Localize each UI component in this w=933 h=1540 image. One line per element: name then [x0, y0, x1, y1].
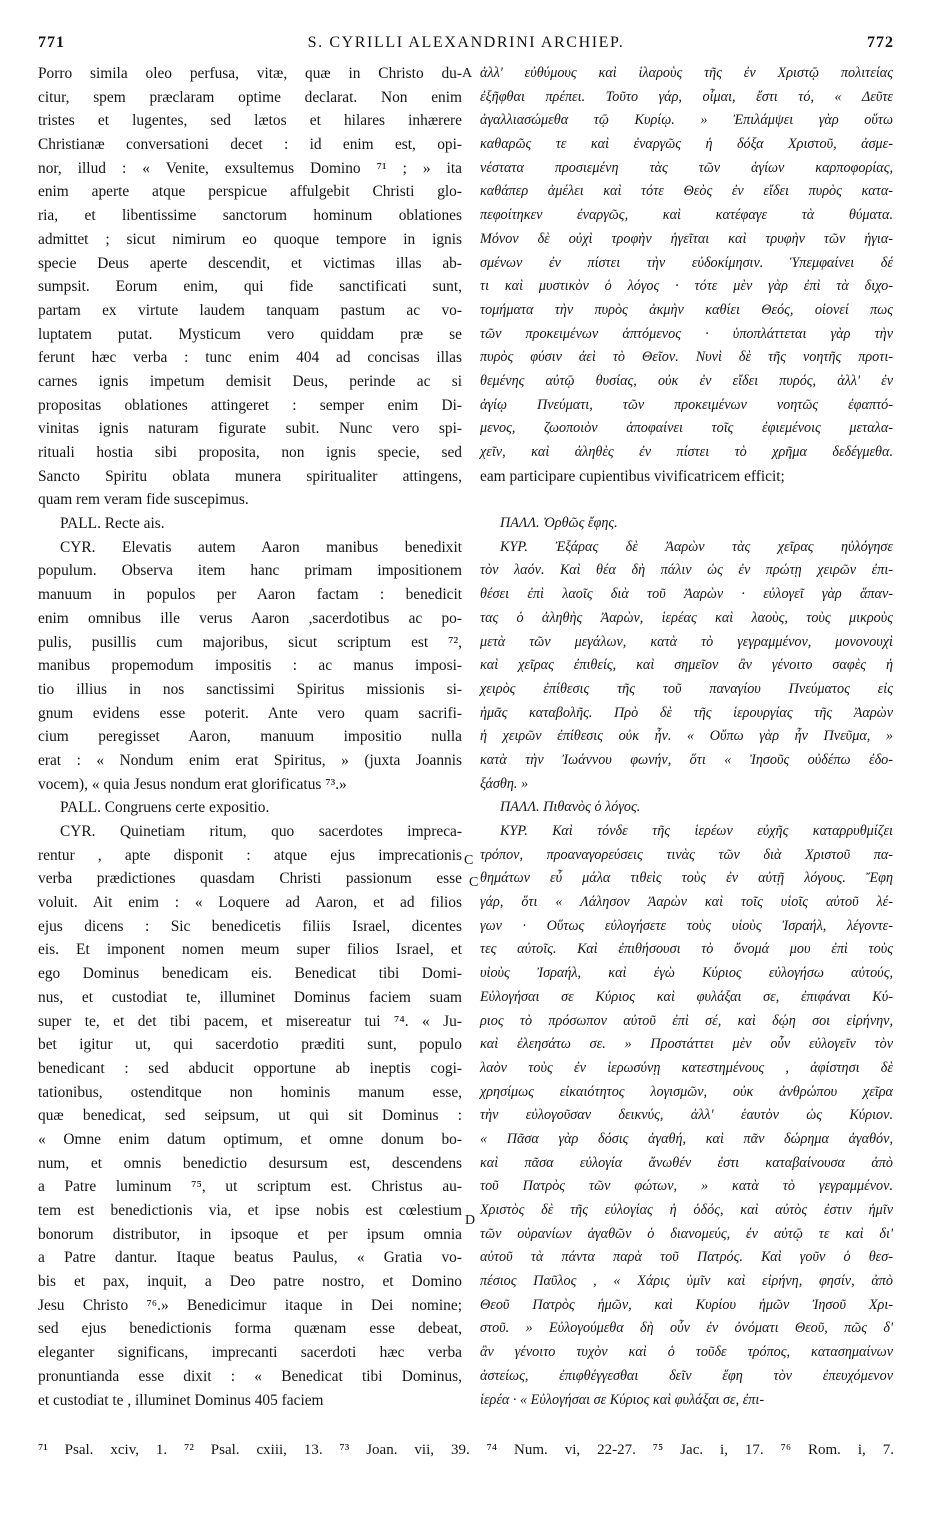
greek-line: χειρὸς ἐπίθεσις τῆς τοῦ παναγίου Πνεύματος εἰς	[480, 680, 893, 697]
latin-line: verba prædictiones quasdam Christi passionum esse	[38, 870, 462, 888]
greek-line: τῶν οὐρανίων ἀγαθῶν ὁ διανομεύς, ἐν αὐτῷ τε καὶ δι'	[480, 1225, 893, 1242]
greek-line: ριος τὸ πρόσωπον αὐτοῦ ἐπὶ σέ, καὶ δῴη σοι εἰρήνην,	[480, 1012, 893, 1029]
margin-letter-a: A	[462, 66, 473, 81]
greek-line: καθάπερ ἀμέλει καὶ τότε Θεὸς ἐν εἴδει πυρὸς κατα-	[480, 183, 893, 200]
greek-line: σμένων ἐν πίστει τὴν εὐδοκίμησιν. Ὑπεμφαίνει δέ	[480, 254, 893, 271]
greek-line: ἡμᾶς καταβολῆς. Πρὸ δὲ τῆς ἱερουργίας τῆς Ἀαρὼν	[480, 704, 893, 721]
latin-line: a Patre dantur. Itaque beatus Paulus, « Gratia vo-	[38, 1249, 462, 1267]
greek-line: καὶ ἐλεησάτω σε. » Προστάττει μὲν οὖν εὐλογεῖν τὸν	[480, 1036, 893, 1053]
latin-line: « Omne enim datum optimum, et omne donum bo-	[38, 1130, 462, 1148]
greek-line: ΠΑΛΛ. Ὀρθῶς ἔφης.	[500, 515, 618, 532]
latin-line: tristes et lugentes, sed lætos et hilares inhærere	[38, 112, 462, 130]
latin-line: carnes ignis impetum demisit Deus, perinde ac si	[38, 372, 462, 390]
latin-line: bis et pax, inquit, a Deo patre nostro, et Domino	[38, 1273, 462, 1291]
greek-line: υἱοὺς Ἰσραήλ, καὶ ἐγὼ Κύριος εὐλογήσω αὐτούς,	[480, 965, 893, 982]
greek-line: χρησίμως εἰκαιότητος λογισμῶν, οὐκ ἀνθρώπου χεῖρα	[480, 1083, 893, 1100]
greek-line	[480, 488, 893, 512]
latin-line: ejus dicens : Sic benedicetis filiis Israel, dicentes	[38, 917, 462, 935]
greek-line: τοῦ Πατρὸς τῶν φώτων, » κατὰ τὸ γεγραμμένον.	[480, 1178, 893, 1195]
latin-line: super te, et det tibi pacem, et misereatur tui ⁷⁴. « Ju-	[38, 1012, 462, 1030]
latin-line: enim omnibus ille verus Aaron ,sacerdotibus ac po-	[38, 609, 462, 627]
latin-line: nor, illud : « Venite, exsultemus Domino ⁷¹ ; » ita	[38, 159, 462, 177]
greek-line: μενος, ζωοποιὸν ἀποφαίνει τοῖς ἐφιεμένοις μεταλα-	[480, 420, 893, 437]
latin-line: pulis, pusillis cum majoribus, sicut scriptum est ⁷²,	[38, 633, 462, 651]
latin-column	[38, 62, 462, 1412]
latin-line: erat : « Nondum enim erat Spiritus, » (juxta Joannis	[38, 751, 462, 769]
greek-line: καθαρῶς τε καὶ ἐναργῶς ἡ δόξα Χριστοῦ, ἀσμε-	[480, 136, 893, 153]
greek-line: ἂν γένοιτο τυχὸν καὶ ὁ τοῦδε τρόπος, κατασημαίνων	[480, 1344, 893, 1361]
latin-line: specie Deus aperte descendit, et victimas illas ab-	[38, 254, 462, 272]
greek-line: ξάσθη. »	[480, 775, 529, 792]
latin-line: cium peregisset Aaron, manuum impositio nulla	[38, 728, 462, 746]
latin-line: bonorum distributor, in ipsoque et per ipsum omnia	[38, 1225, 462, 1243]
latin-line: luptatem putat. Mysticum vero quiddam præ se	[38, 325, 462, 343]
latin-line: Christianæ conversationi decet : id enim est, opi-	[38, 136, 462, 154]
latin-line: Jesu Christo ⁷⁶.» Benedicimur itaque in Dei nomine;	[38, 1296, 462, 1314]
latin-line: nus, et custodiat te, illuminet Dominus faciem suam	[38, 988, 462, 1006]
latin-line: tem est benedictionis via, et ipse nobis est cœlestium	[38, 1202, 462, 1219]
latin-line: populum. Observa item hanc primam impositionem	[38, 562, 462, 580]
latin-line: a Patre luminum ⁷⁵, ut scriptum est. Christus au-	[38, 1178, 462, 1196]
latin-line: eis. Et imponent nomen meum super filios Israel, et	[38, 941, 462, 959]
greek-line: θεμένης αὐτῷ θυσίας, οὐκ ἐν εἴδει πυρός, ἀλλ' ἐν	[480, 372, 893, 389]
greek-line: θημάτων εὖ μάλα τιθεὶς τοὺς ἐν αὐτῇ λόγους. Ἔφη	[480, 870, 893, 887]
latin-line: PALL. Recte ais.	[60, 515, 165, 533]
greek-line: πέσιος Παῦλος , « Χάρις ὑμῖν καὶ εἰρήνη, φησίν, ἀπὸ	[480, 1273, 893, 1290]
greek-line: ΠΑΛΛ. Πιθανὸς ὁ λόγος.	[500, 799, 641, 816]
latin-line: CYR. Quinetiam ritum, quo sacerdotes impreca-	[60, 823, 462, 840]
latin-line: bet igitur ut, qui sacerdotio præditi sunt, populo	[38, 1036, 462, 1054]
latin-line: vocem), « quia Jesus nondum erat glorificatus ⁷³.»	[38, 775, 347, 793]
greek-line: λαὸν τοὺς ἐν ἱερωσύνῃ κατεστημένους , ἀφίστησι δὲ	[480, 1059, 893, 1076]
latin-line: gnum evidens esse poterit. Ante vero quam sacrifi-	[38, 704, 462, 722]
greek-line: eam participare cupientibus vivificatricem efficit;	[480, 467, 785, 485]
latin-line: quæ benedicat, sed seipsum, ut qui sit Dominus :	[38, 1107, 462, 1125]
greek-line: τας ὁ ἀληθὴς Ἀαρὼν, ἱερέας καὶ λαοὺς, τοὺς μικροὺς	[480, 609, 893, 626]
greek-line: μετὰ τῶν μεγάλων, κατὰ τὸ γεγραμμένον, μονονουχὶ	[480, 633, 893, 650]
greek-line: ἀστείως, ἐπιφθέγγεσθαι δεῖν ἔφη τὸν ἐπευχόμενον	[480, 1367, 893, 1384]
greek-line: ΚΥΡ. Ἐξάρας δὲ Ἀαρὼν τὰς χεῖρας ηὐλόγησε	[500, 538, 893, 555]
latin-line: admittet ; sicut nimirum eo quoque tempore in ignis	[38, 230, 462, 248]
margin-letter-d: D	[465, 1213, 476, 1228]
greek-line: κατὰ τὴν Ἰωάννου φωνήν, ὅτι « Ἰησοῦς οὐδέπω ἐδο-	[480, 751, 893, 768]
greek-line: τὸν λαόν. Καὶ θέα δὴ πάλιν ὡς ἐν πρώτῃ χειρῶν ἐπι-	[480, 562, 893, 579]
greek-line: « Πᾶσα γὰρ δόσις ἀγαθή, καὶ πᾶν δώρημα ἀγαθόν,	[480, 1130, 893, 1147]
footnotes: ⁷¹ Psal. xciv, 1. ⁷² Psal. cxiii, 13. ⁷³ Joan. vii, 39. ⁷⁴ Num. vi, 22-27. ⁷⁵ Jac. i, 17. ⁷⁶ Rom. i, 7.	[38, 1442, 894, 1458]
greek-line: ἀλλ' εὐθύμους καὶ ἱλαροὺς τῆς ἐν Χριστῷ πολιτείας	[480, 65, 893, 81]
latin-line: tationibus, ostenditque non hominis manum esse,	[38, 1083, 462, 1101]
latin-line: manibus propemodum impositis : ac manus imposi-	[38, 657, 462, 675]
greek-line: χεῖν, καὶ ἀληθὲς ἐν πίστει τὸ χρῆμα δεδέγμεθα.	[480, 444, 893, 460]
margin-letter-c: C	[464, 853, 474, 868]
greek-line: τῶν προκειμένων ἁπτόμενος · ὑποπλάττεται γὰρ τὴν	[480, 325, 893, 342]
greek-line: θέσει ἐπὶ λαοῖς διὰ τοῦ Ἀαρὼν · εὐλογεῖ γὰρ ἅπαν-	[480, 586, 893, 603]
greek-line: ἀγαλλιασώμεθα τῷ Κυρίῳ. » Ἐπιλάμψει γὰρ οὕτω	[480, 112, 893, 129]
greek-line: γάρ, ὅτι « Λάλησον Ἀαρὼν καὶ τοῖς υἱοῖς αὐτοῦ λέ-	[480, 894, 893, 911]
greek-line: καὶ πᾶσα εὐλογία ἄνωθέν ἐστι καταβαίνουσα ἀπὸ	[480, 1154, 893, 1171]
latin-line: rentur , apte disponit : atque ejus imprecationis	[38, 846, 462, 864]
greek-line: τρόπον, προαναγορεύσεις τινὰς τῶν διὰ Χριστοῦ πα-	[480, 846, 893, 863]
latin-line: num, et omnis benedictio desursum est, descendens	[38, 1154, 462, 1172]
greek-line: Μόνον δὲ οὐχὶ τροφὴν ἡγεῖται καὶ τρυφὴν τῶν ἡγια-	[480, 230, 893, 247]
latin-line: Porro simila oleo perfusa, vitæ, quæ in Christo du-	[38, 65, 462, 82]
greek-line: πεφοίτηκεν ἐναργῶς, καὶ κατέφαγε τὰ θύματα.	[480, 207, 893, 224]
latin-line: manuum in populos per Aaron factam : benedicit	[38, 586, 462, 604]
latin-line: sed ejus benedictionis forma quænam esse debeat,	[38, 1320, 462, 1338]
right-page-number: 772	[867, 34, 894, 51]
greek-line: τομήματα τὴν πυρὸς ἀκμὴν καθίει Θεός, οἱονεί πως	[480, 301, 893, 318]
latin-line: quam rem veram fide suscepimus.	[38, 491, 249, 509]
greek-line: Θεοῦ Πατρὸς ἡμῶν, καὶ Κυρίου ἡμῶν Ἰησοῦ Χρι-	[480, 1296, 893, 1313]
latin-line: ferunt hæc verba : tunc enim 404 ad concisas illas	[38, 349, 462, 367]
latin-line: propositas oblationes attingeret : semper enim Di-	[38, 396, 462, 414]
latin-line: et custodiat te , illuminet Dominus 405 faciem	[38, 1391, 324, 1409]
latin-line: sumpsit. Eorum enim, qui fide sanctificati sunt,	[38, 278, 462, 296]
latin-line: enim aperte atque perspicue affulgebit Christi glo-	[38, 183, 462, 201]
greek-line: ἱερέα · « Εὐλογήσαι σε Κύριος καὶ φυλάξαι σε, ἐπι-	[480, 1391, 765, 1408]
greek-line: γων · Οὕτως εὐλογήσετε τοὺς υἱοὺς Ἰσραήλ, λέγοντε-	[480, 917, 893, 934]
greek-line: καὶ χεῖρας ἐπιθείς, καὶ σημεῖον ἂν γένοιτο σαφὲς ἡ	[480, 657, 893, 674]
greek-line: στοῦ. » Εὐλογούμεθα δὴ οὖν ἐν ὀνόματι Θεοῦ, πῶς δ'	[480, 1320, 893, 1337]
greek-line: τι καὶ μυστικὸν ὁ λόγος · τότε μὲν γὰρ ἐπὶ τὰ διχο-	[480, 278, 893, 295]
greek-line: αὐτοῦ τὰ πάντα παρὰ τοῦ Πατρός. Καὶ γοῦν ὁ θεσ-	[480, 1249, 893, 1266]
running-title: S. CYRILLI ALEXANDRINI ARCHIEP.	[307, 34, 625, 51]
left-page-number: 771	[38, 34, 65, 51]
latin-line: Sancto Spiritu oblata munera spiritualiter attingens,	[38, 467, 462, 485]
latin-line: benedicant : sed abducit opportune ab ineptis cogi-	[38, 1059, 462, 1077]
latin-line: rituali hostia sibi proposita, non ignis specie, sed	[38, 444, 462, 461]
latin-line: PALL. Congruens certe expositio.	[60, 799, 270, 817]
latin-line: ego Dominus benedicam eis. Benedicat tibi Domi-	[38, 965, 462, 983]
greek-line: Χριστὸς δὲ τῆς εὐλογίας ἡ ὁδός, καὶ αὐτὸς ἐστιν ἡμῖν	[480, 1202, 893, 1218]
greek-line: ΚΥΡ. Καὶ τόνδε τῆς ἱερέων εὐχῆς καταρρυθμίζει	[500, 823, 893, 839]
latin-line: tio illius in nos sanctissimi Spiritus missionis si-	[38, 680, 462, 698]
latin-line: vinitas ignis naturam figurate subit. Nunc vero spi-	[38, 420, 462, 438]
latin-line: eleganter significans, imprecanti sacerdoti hæc verba	[38, 1344, 462, 1362]
greek-line: ἐξῆφθαι πρέπει. Τοῦτο γάρ, οἶμαι, ἔστι τό, « Δεῦτε	[480, 88, 893, 105]
margin-letter-c2: C	[469, 875, 479, 890]
latin-line: citur, spem præclaram optime declarat. Non enim	[38, 88, 462, 106]
latin-line: CYR. Elevatis autem Aaron manibus benedixit	[60, 538, 462, 556]
greek-line: τὴν εὐλογοῦσαν δεικνύς, ἀλλ' ἑαυτὸν ὡς Κύριον.	[480, 1107, 893, 1124]
greek-line: πυρὸς φύσιν ἀεὶ τὸ Θεῖον. Νυνὶ δὲ τῆς νοητῆς προτι-	[480, 349, 893, 366]
greek-line: νέστατα προσιεμένη τὰς τῶν ἁγίων καρποφορίας,	[480, 159, 893, 176]
latin-line: partam ex virtute laudem tanquam pastum ac vo-	[38, 301, 462, 319]
greek-line: τες αὐτοῖς. Καὶ ἐπιθήσουσι τὸ ὄνομά μου ἐπὶ τοὺς	[480, 941, 893, 958]
greek-column	[480, 62, 893, 1412]
greek-line: ἡ χειρῶν ἐπίθεσις οὐκ ἦν. « Οὔπω γὰρ ἦν Πνεῦμα, »	[480, 728, 893, 745]
latin-line: ria, et libentissime sanctorum hominum oblationes	[38, 207, 462, 225]
latin-line: voluit. Ait enim : « Loquere ad Aaron, et ad filios	[38, 894, 462, 912]
latin-line: pronuntianda esse dixit : « Benedicat tibi Dominus,	[38, 1367, 462, 1385]
greek-line: Εὐλογήσαι σε Κύριος καὶ φυλάξαι σε, ἐπιφάναι Κύ-	[480, 988, 893, 1005]
greek-line: ἁγίῳ Πνεύματι, τῶν προκειμένων νοητῶς ἐφαπτό-	[480, 396, 893, 413]
page-header	[38, 34, 894, 58]
